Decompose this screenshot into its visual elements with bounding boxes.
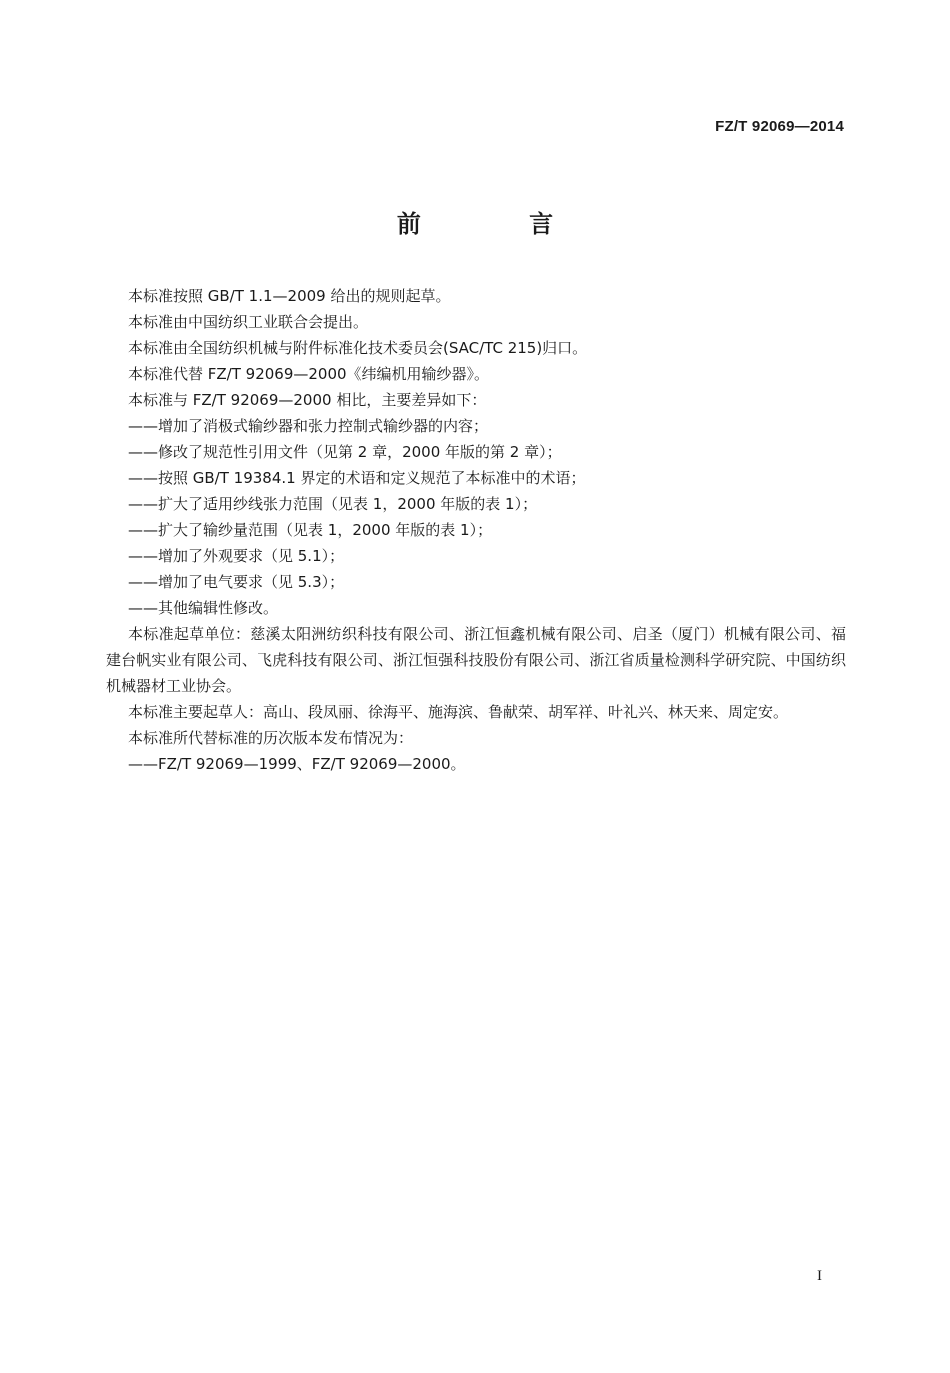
- standard-code: FZ/T 92069—2014: [715, 118, 844, 135]
- paragraph-proposed-by: 本标准由中国纺织工业联合会提出。: [128, 313, 369, 331]
- foreword-body: [106, 283, 846, 777]
- change-item: ——增加了外观要求（见 5.1）；: [128, 547, 345, 565]
- change-item: ——修改了规范性引用文件（见第 2 章，2000 年版的第 2 章）；: [128, 443, 562, 461]
- paragraph-drafting-rules: 本标准按照 GB/T 1.1—2009 给出的规则起草。: [128, 287, 451, 305]
- paragraph-centralized-by: 本标准由全国纺织机械与附件标准化技术委员会(SAC/TC 215)归口。: [128, 339, 588, 357]
- change-item: ——按照 GB/T 19384.1 界定的术语和定义规范了本标准中的术语；: [128, 469, 586, 487]
- paragraph-version-history: 本标准所代替标准的历次版本发布情况为：: [128, 729, 414, 747]
- paragraph-drafters: 本标准主要起草人：高山、段凤丽、徐海平、施海滨、鲁献荣、胡军祥、叶礼兴、林天来、周定安。: [128, 703, 789, 721]
- change-item: ——增加了电气要求（见 5.3）；: [128, 573, 345, 591]
- change-item: ——扩大了输纱量范围（见表 1，2000 年版的表 1）；: [128, 521, 493, 539]
- page-number: I: [817, 1268, 822, 1284]
- page-title: 前 言: [396, 210, 604, 238]
- version-history-item: ——FZ/T 92069—1999、FZ/T 92069—2000。: [128, 755, 466, 773]
- paragraph-drafting-units: 本标准起草单位：慈溪太阳洲纺织科技有限公司、浙江恒鑫机械有限公司、启圣（厦门）机械有限公司、福建台帆实业有限公司、飞虎科技有限公司、浙江恒强科技股份有限公司、浙江省质量检测科学研究院、中国纺织机械器材工业协会。: [106, 625, 846, 695]
- change-item: ——扩大了适用纱线张力范围（见表 1，2000 年版的表 1）；: [128, 495, 538, 513]
- paragraph-main-differences: 本标准与 FZ/T 92069—2000 相比，主要差异如下：: [128, 391, 487, 409]
- paragraph-replaces: 本标准代替 FZ/T 92069—2000《纬编机用输纱器》。: [128, 365, 490, 383]
- change-item: ——其他编辑性修改。: [128, 599, 279, 617]
- change-item: ——增加了消极式输纱器和张力控制式输纱器的内容；: [128, 417, 489, 435]
